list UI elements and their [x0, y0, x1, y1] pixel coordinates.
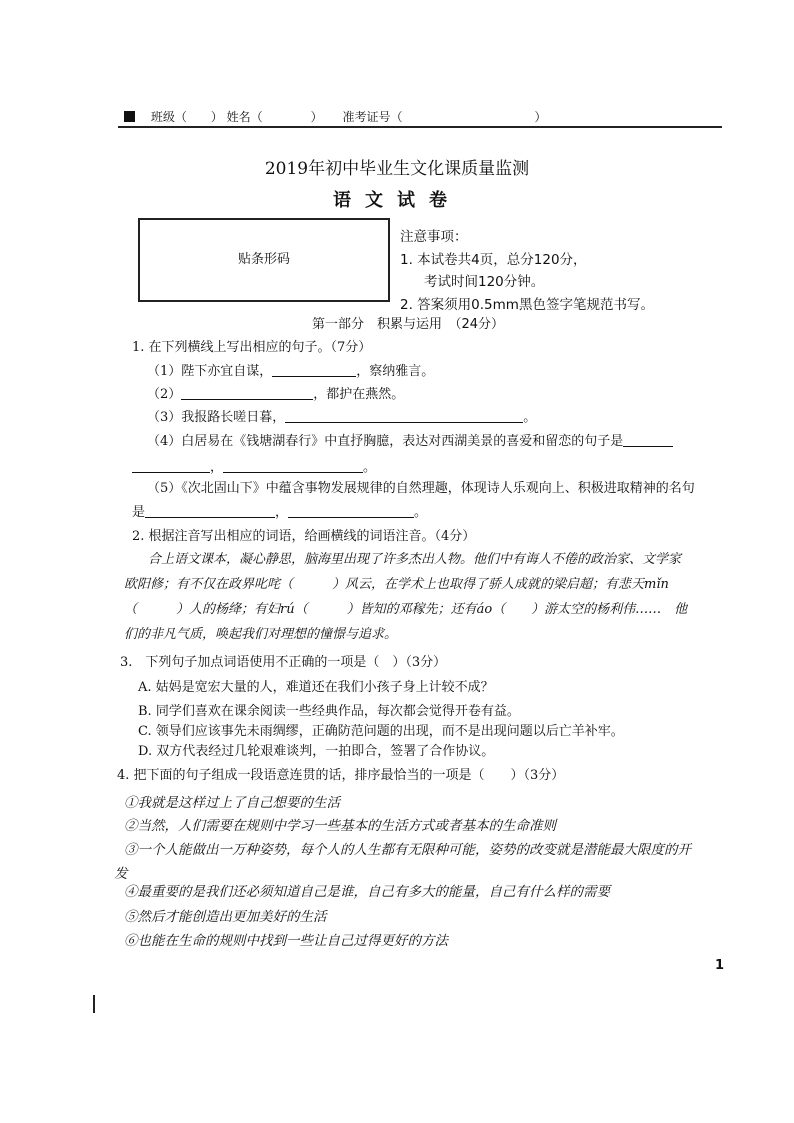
exam-number-field: 准考证号（ ）: [342, 110, 547, 124]
q1-item-3: [147, 406, 536, 425]
q2-passage-line: 合上语文课本，凝心静思，脑海里出现了许多杰出人物。他们中有诲人不倦的政治家、文学家: [148, 552, 682, 567]
q1-item-2: [147, 383, 404, 402]
class-field: 班级（ ）: [150, 110, 223, 124]
q3-option-b: B. 同学们喜欢在课余阅读一些经典作品，每次都会觉得开卷有益。: [138, 704, 520, 719]
name-field: 姓名（ ）: [226, 110, 323, 124]
answer-blank[interactable]: [223, 471, 363, 473]
answer-blank[interactable]: [272, 375, 356, 377]
q1-item-4-text: （4）白居易在《钱塘湖春行》中直抒胸臆，表达对西湖美景的喜爱和留恋的句子是: [147, 434, 624, 449]
q3-stem: 3. 下列句子加点词语使用不正确的一项是（ ）（3分）: [120, 655, 447, 670]
q1-item-4-line2: [132, 456, 376, 475]
q3-option-c: C. 领导们应该事先未雨绸缪，正确防范问题的出现，而不是出现问题以后亡羊补牢。: [138, 724, 624, 739]
q4-item: ⑥也能在生命的规则中找到一些让自己过得更好的方法: [124, 933, 448, 949]
header-square-mark: [124, 111, 135, 122]
q1-item-5: [147, 477, 695, 496]
q1-item-3-text-end: 。: [523, 410, 537, 425]
notes-item: 考试时间120分钟。: [424, 274, 545, 290]
q1-item-5-line2: [132, 501, 427, 520]
margin-mark: [93, 995, 95, 1013]
q4-item: ②当然，人们需要在规则中学习一些基本的生活方式或者基本的生命准则: [124, 818, 556, 834]
q1-item-1-text-end: ，察纳雅言。: [356, 364, 435, 379]
exam-header: [124, 108, 547, 125]
q1-item-1-text: （1）陛下亦宜自谋，: [147, 364, 273, 379]
q2-passage-line: 欧阳修；有不仅在政界叱咤（ ）风云，在学术上也取得了骄人成就的梁启超；有悲天mǐn: [124, 577, 669, 592]
q2-stem: 2. 根据注音写出相应的词语，给画横线的词语注音。（4分）: [132, 529, 476, 544]
q1-item-4-text-end: 。: [363, 460, 377, 475]
q4-item: ④最重要的是我们还必须知道自己是谁，自己有多大的能量，自己有什么样的需要: [124, 884, 610, 900]
notes-item: 1. 本试卷共4页，总分120分，: [400, 251, 587, 268]
page-number: 1: [715, 958, 725, 973]
section-title: 第一部分 积累与运用 （24分）: [312, 317, 505, 332]
q1-stem: 1. 在下列横线上写出相应的句子。（7分）: [132, 340, 372, 355]
q4-item: ③一个人能做出一万种姿势，每个人的人生都有无限种可能，姿势的改变就是潜能最大限度的开: [124, 842, 691, 858]
q2-passage-line: 们的非凡气质，唤起我们对理想的憧憬与追求。: [124, 627, 398, 642]
q1-item-2-text-end: ，都护在燕然。: [313, 387, 405, 402]
answer-blank[interactable]: [288, 516, 414, 518]
q1-item-5-text: （5）《次北固山下》中蕴含事物发展规律的自然理趣，体现诗人乐观向上、积极进取精神的名句: [147, 481, 695, 496]
header-divider: [118, 126, 722, 128]
exam-subtitle: 2019年初中毕业生文化课质量监测: [264, 159, 530, 179]
notes-block: [400, 226, 654, 316]
q1-item-1: [147, 360, 434, 379]
q1-item-5-sep: ，: [275, 505, 289, 520]
q1-item-5-line2-text: 是: [132, 505, 146, 520]
q1-item-5-text-end: 。: [414, 505, 428, 520]
answer-blank[interactable]: [181, 398, 313, 400]
barcode-box: [138, 218, 390, 302]
q3-option-a: A. 姑妈是宽宏大量的人，难道还在我们小孩子身上计较不成？: [138, 680, 494, 695]
q4-item: ⑤然后才能创造出更加美好的生活: [124, 909, 327, 925]
q4-item: ①我就是这样过上了自己想要的生活: [124, 795, 340, 811]
barcode-label: 贴条形码: [237, 252, 290, 267]
q1-item-2-text: （2）: [147, 387, 182, 402]
exam-title: 语文试卷: [333, 190, 461, 211]
q4-item-continuation: 发: [114, 866, 128, 882]
notes-heading: 注意事项：: [400, 229, 468, 245]
q1-item-4: [147, 430, 673, 449]
q1-item-4-sep: ，: [210, 460, 224, 475]
q4-stem: 4. 把下面的句子组成一段语意连贯的话，排序最恰当的一项是（ ）（3分）: [117, 768, 565, 783]
notes-item: 2. 答案须用0.5mm黑色签字笔规范书写。: [400, 296, 654, 313]
answer-blank[interactable]: [145, 516, 275, 518]
q2-passage-line: （ ）人的杨绛；有妇rú（ ）皆知的邓稼先；还有áo（ ）游太空的杨利伟…… 他: [124, 602, 688, 617]
q3-option-d: D. 双方代表经过几轮艰难谈判，一拍即合，签署了合作协议。: [138, 744, 495, 759]
q1-item-3-text: （3）我报路长嗟日暮，: [147, 410, 286, 425]
answer-blank[interactable]: [285, 421, 523, 423]
answer-blank[interactable]: [132, 471, 210, 473]
answer-blank[interactable]: [623, 445, 673, 447]
